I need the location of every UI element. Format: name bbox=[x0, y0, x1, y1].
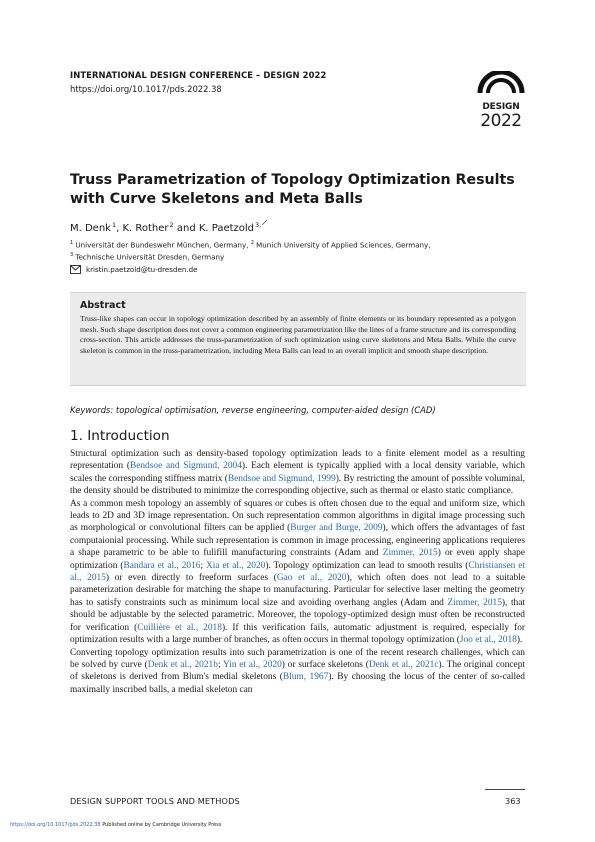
affiliation-text: Technische Universität Dresden, Germany bbox=[73, 252, 225, 262]
citation-link[interactable]: Bendsoe and Sigmund, 2004 bbox=[129, 461, 242, 472]
citation-link[interactable]: Burger and Burge, 2009 bbox=[290, 523, 383, 534]
paragraph-text: ). The original concept of skeletons is derived from Blum's medial skeletons ( bbox=[70, 659, 525, 683]
affiliation-mark: 1 bbox=[70, 240, 74, 246]
keywords-label: Keywords: bbox=[70, 405, 114, 415]
citation-link[interactable]: Bandara et al., 2016 bbox=[123, 560, 201, 571]
citation-link[interactable]: Zimmer, 2015 bbox=[382, 548, 438, 559]
bottom-publisher-text: Published online by Cambridge University Press bbox=[100, 822, 222, 828]
paragraph bbox=[70, 498, 525, 647]
author-separator: and bbox=[173, 223, 199, 234]
corresponding-email[interactable] bbox=[70, 265, 197, 274]
paragraph-text: ) or even directly to freeform surfaces ( bbox=[105, 573, 277, 584]
affiliation-line bbox=[70, 238, 431, 250]
paragraph-text: Converting topology optimization results into such parametrization is one of the recent research challenges, which can be solved by curve ( bbox=[70, 647, 525, 670]
citation-link[interactable]: Yin et al., 2020 bbox=[222, 659, 282, 670]
doi-text: https://doi.org/10.1017/pds.2022.38 bbox=[70, 84, 222, 94]
keywords-text: topological optimisation, reverse engineering, computer-aided design (CAD) bbox=[115, 405, 436, 415]
paragraph-text: ). If this verification fails, automatic adjustment is required, especially for optimization results with a large number of branches, as often occurs in thermal topology optimization ( bbox=[70, 622, 526, 646]
orcid-icon[interactable] bbox=[261, 219, 268, 226]
paragraph-text: ; bbox=[200, 560, 207, 571]
citation-link[interactable]: Cuillière et al., 2018 bbox=[137, 622, 222, 633]
author-separator: , bbox=[116, 223, 123, 234]
affiliations bbox=[70, 238, 431, 263]
author-affiliation-mark: 2 bbox=[169, 221, 174, 229]
affiliation-text: Munich University of Applied Sciences, Germany, bbox=[253, 240, 431, 250]
author-name: M. Denk bbox=[70, 223, 111, 234]
affiliation-text: Universität der Bundeswehr München, Germany, bbox=[73, 240, 251, 250]
paragraph-text: ) or surface skeletons ( bbox=[281, 659, 369, 670]
design-logo-icon bbox=[476, 71, 526, 95]
citation-link[interactable]: Christiansen et al., 2015 bbox=[70, 560, 525, 584]
affiliation-line bbox=[70, 250, 431, 262]
bottom-doi-link[interactable]: https://doi.org/10.1017/pds.2022.38 bbox=[10, 822, 101, 828]
citation-link[interactable]: Denk et al., 2021b bbox=[147, 659, 218, 670]
author-list bbox=[70, 219, 268, 234]
paragraph-text: Structural optimization such as density-based topology optimization leads to a finite element model as a resulting representation ( bbox=[70, 449, 525, 472]
author-name: K. Rother bbox=[122, 223, 169, 234]
citation-link[interactable]: Gao et al., 2020 bbox=[276, 573, 347, 584]
paragraph-text: ; bbox=[217, 659, 223, 670]
citation-link[interactable]: Blum, 1967 bbox=[282, 672, 329, 683]
paragraph-text: As a common mesh topology an assembly of squares or cubes is often chosen due to the equal and uniform size, which leads to 2D and 3D image representation. On such representation common algorithms in digital image processing such as morphological or convolutional filters can be applied ( bbox=[70, 498, 525, 534]
abstract-heading: Abstract bbox=[80, 300, 126, 311]
paragraph bbox=[70, 448, 525, 498]
paragraph-text: ), that should be adjustable by the selected parametric. Moreover, the topology-optimized design must often be reconstructed for verification ( bbox=[70, 597, 525, 633]
section-heading: 1. Introduction bbox=[70, 428, 170, 444]
citation-link[interactable]: Xia et al., 2020 bbox=[206, 560, 266, 571]
citation-link[interactable]: Bendsoe and Sigmund, 1999 bbox=[227, 473, 336, 484]
page-number: 363 bbox=[505, 796, 521, 806]
author-affiliation-mark: 3, bbox=[255, 221, 262, 229]
logo-word: DESIGN bbox=[482, 102, 520, 112]
citation-link[interactable]: Zimmer, 2015 bbox=[447, 597, 502, 608]
paragraph bbox=[70, 647, 525, 697]
bottom-bar bbox=[10, 822, 221, 828]
paragraph-text: ), which offers the advantages of fast computaionial processing. While such representation is common in image processing, engineering applications requieres a shape parametric to be able to fulifill manufacturing constraints (Adam and bbox=[70, 523, 525, 559]
paragraph-text: ). By restricting the amount of possible voluminal, the density should be distributed to minimize the corresponding objective, such as thermal or elasto static compliance. bbox=[70, 473, 525, 497]
paragraph-text: ). Topology optimization can lead to smooth results ( bbox=[265, 560, 469, 571]
abstract-box bbox=[70, 292, 526, 386]
mail-icon bbox=[70, 265, 81, 274]
footer-rule bbox=[485, 789, 525, 790]
paper-title: Truss Parametrization of Topology Optimization Results with Curve Skeletons and Meta Balls bbox=[70, 171, 515, 207]
paragraph-text: ). bbox=[516, 635, 523, 646]
body-text bbox=[70, 448, 525, 696]
keywords bbox=[70, 405, 436, 415]
paragraph-text: ). By choosing the locus of the center of so-called maximally inscribed balls, a medial skeleton can bbox=[70, 672, 525, 695]
paragraph-text: ), which often does not lead to a suitable parameterization desirable for matching the shape to manufacturing. Particular for selective laser melting the geometry has to satisfy constraints such as minimum local size and avoiding overhang angles (Adam and bbox=[70, 573, 525, 608]
abstract-text: Truss-like shapes can occur in topology optimization described by an assembly of finite elements or its boundary represented as a polygon mesh. Such shape description does not cover a common engineering parametrization like the lines of a frame structure and its corresponding cross-section. This article addresses the truss-parametrization of such optimization using curve skeletons and Meta Balls. While the curve skeleton is common in the truss-parametrization, including Meta Balls can lead to an overall implicit and smooth shape description. bbox=[80, 314, 516, 355]
paragraph-text: ) or even apply shape optimization ( bbox=[70, 548, 525, 571]
logo-year: 2022 bbox=[480, 111, 522, 131]
design-logo bbox=[476, 71, 526, 130]
author-affiliation-mark: 1 bbox=[111, 221, 117, 229]
affiliation-mark: 3 bbox=[70, 252, 74, 259]
citation-link[interactable]: Denk et al., 2021c bbox=[368, 659, 439, 670]
email-address[interactable]: kristin.paetzold@tu-dresden.de bbox=[86, 265, 198, 274]
author-name: K. Paetzold bbox=[198, 223, 255, 234]
footer-series: DESIGN SUPPORT TOOLS AND METHODS bbox=[70, 796, 240, 806]
conference-name: INTERNATIONAL DESIGN CONFERENCE – DESIGN 2022 bbox=[70, 70, 327, 80]
affiliation-mark: 2 bbox=[250, 240, 254, 246]
citation-link[interactable]: Joo et al., 2018 bbox=[459, 635, 517, 646]
paragraph-text: ). Each element is typically applied with a local density variable, which scales the corresponding stiffness matrix ( bbox=[70, 461, 525, 484]
